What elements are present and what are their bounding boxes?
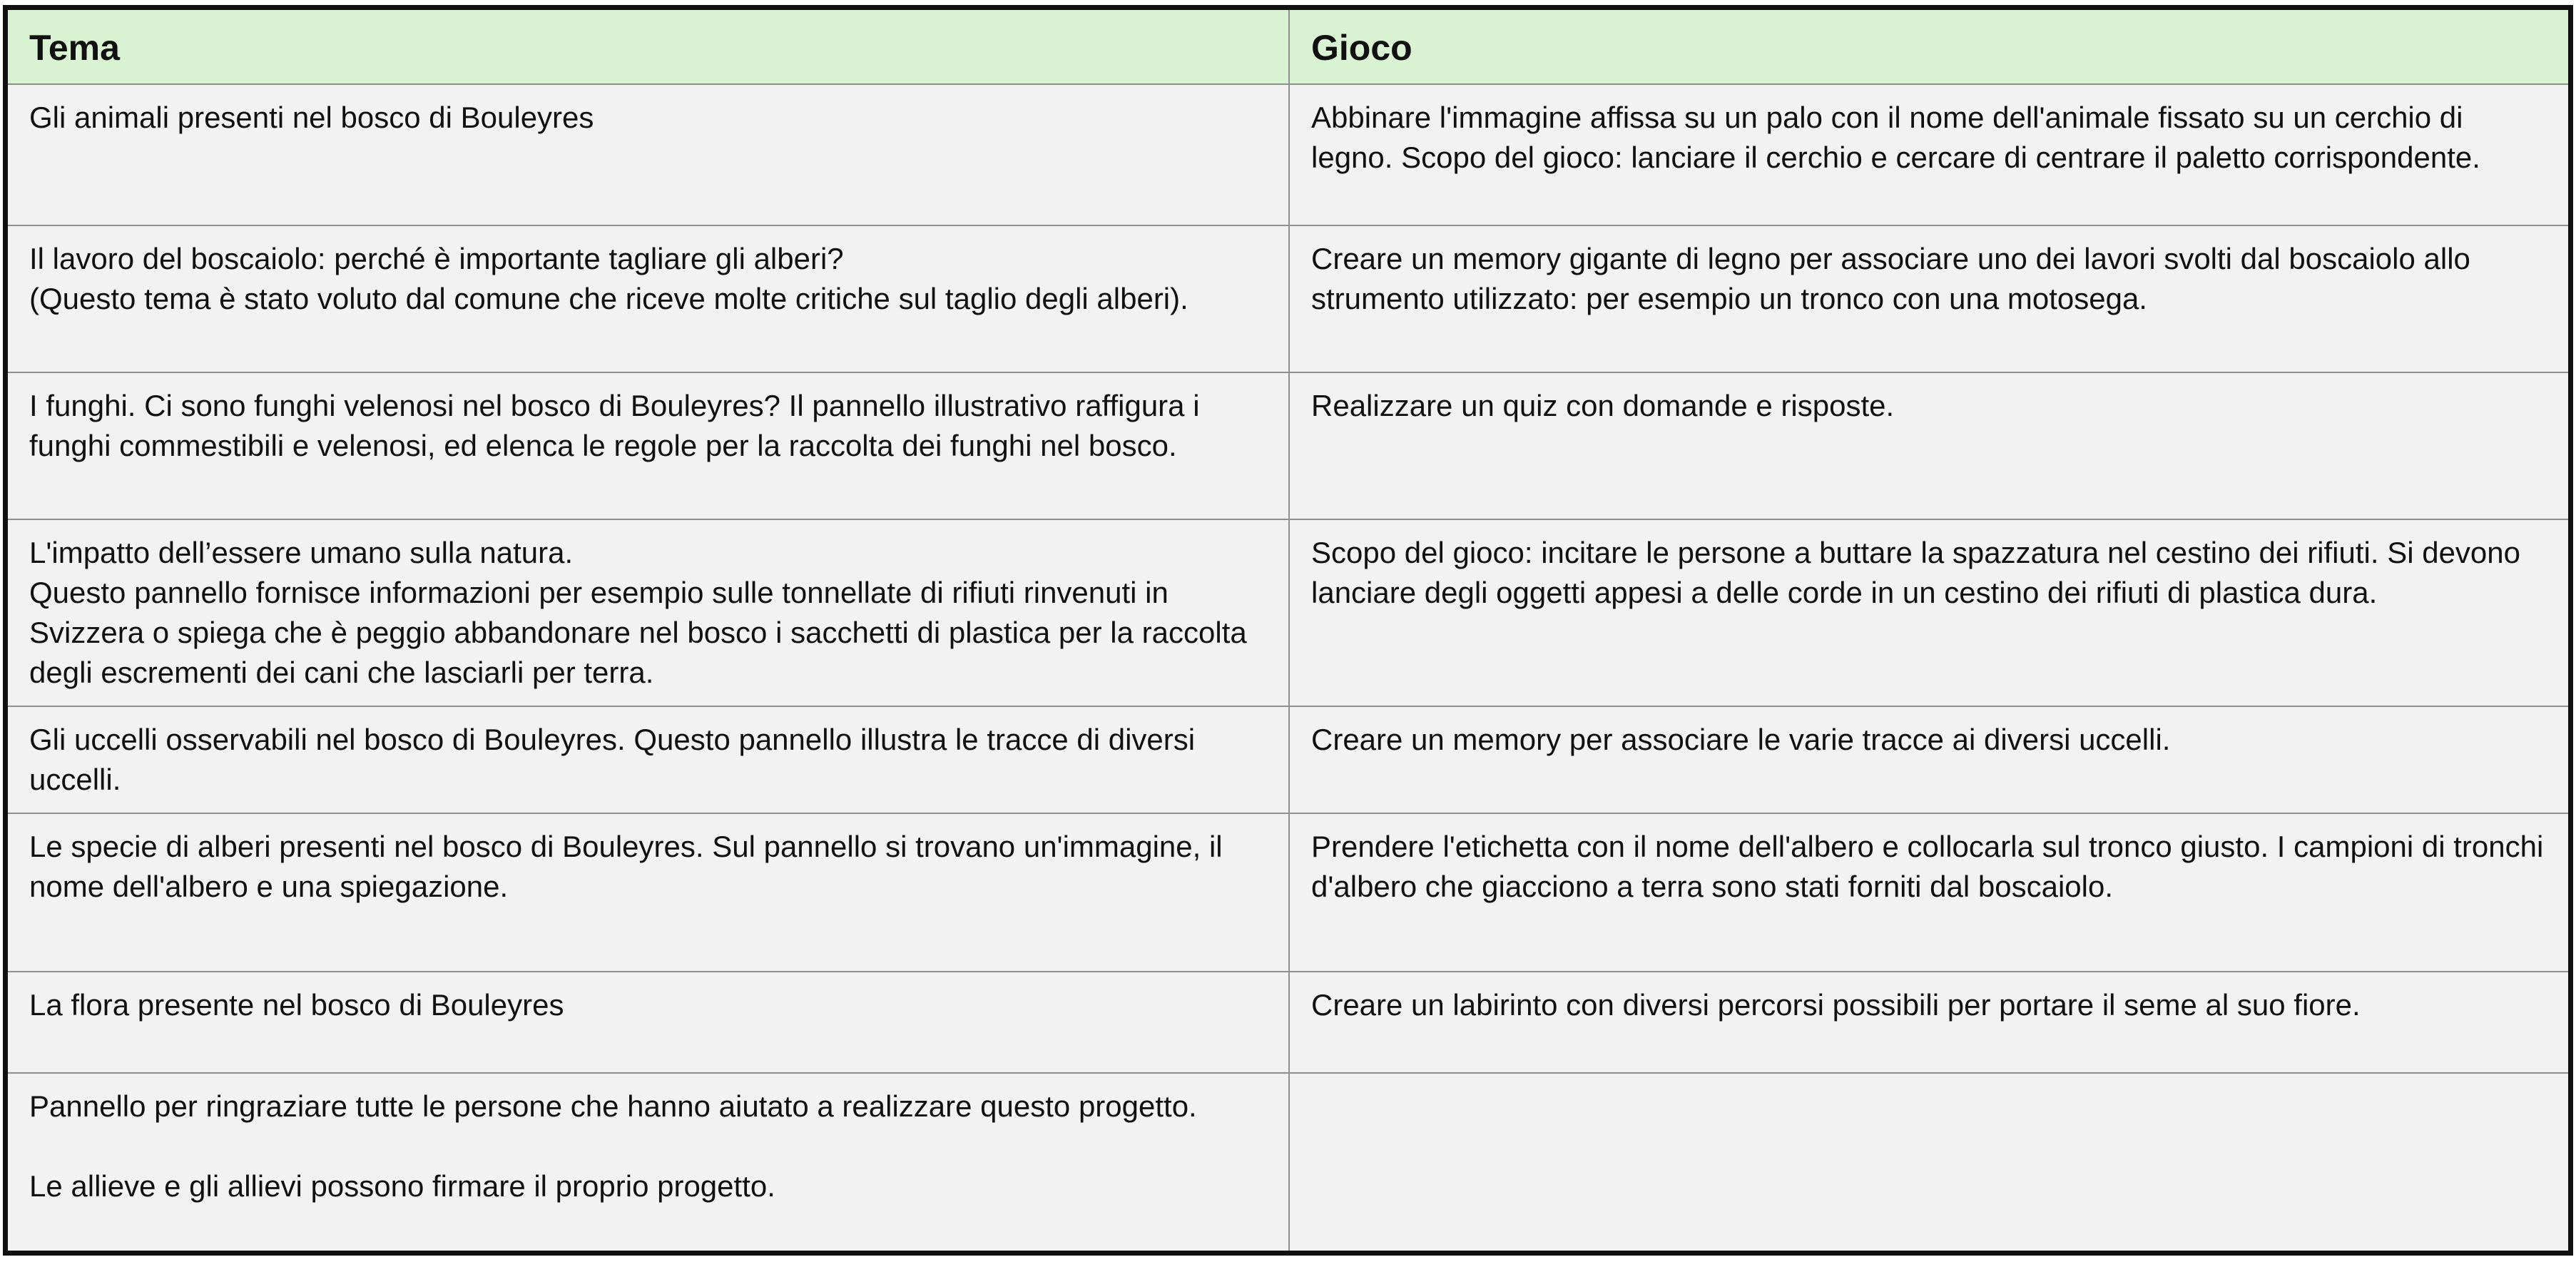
cell-tema: La flora presente nel bosco di Bouleyres	[8, 972, 1289, 1073]
table-header-row	[8, 10, 2568, 84]
cell-tema: Gli animali presenti nel bosco di Bouleyres	[8, 84, 1289, 225]
table-row	[8, 972, 2568, 1073]
table-row	[8, 813, 2568, 972]
themes-games-table	[8, 10, 2568, 1251]
cell-gioco: Creare un memory gigante di legno per associare uno dei lavori svolti dal boscaiolo allo strumento utilizzato: per esempio un tronco con una motosega.	[1289, 225, 2568, 372]
table-row	[8, 84, 2568, 225]
cell-gioco: Prendere l'etichetta con il nome dell'albero e collocarla sul tronco giusto. I campioni di tronchi d'albero che giacciono a terra sono stati forniti dal boscaiolo.	[1289, 813, 2568, 972]
table-row	[8, 372, 2568, 519]
table-row	[8, 706, 2568, 813]
cell-tema: I funghi. Ci sono funghi velenosi nel bosco di Bouleyres? Il pannello illustrativo raffigura i funghi commestibili e velenosi, ed elenca le regole per la raccolta dei funghi nel bosco.	[8, 372, 1289, 519]
table-row	[8, 1073, 2568, 1251]
header-gioco: Gioco	[1289, 10, 2568, 84]
table-row	[8, 225, 2568, 372]
cell-gioco	[1289, 1073, 2568, 1251]
cell-gioco: Creare un memory per associare le varie tracce ai diversi uccelli.	[1289, 706, 2568, 813]
cell-tema: L'impatto dell’essere umano sulla natura. Questo pannello fornisce informazioni per esempio sulle tonnellate di rifiuti rinvenuti in Svizzera o spiega che è peggio abbandonare nel bosco i sacchetti di plastica per la raccolta degli escrementi dei cani che lasciarli per terra.	[8, 519, 1289, 706]
cell-tema: Il lavoro del boscaiolo: perché è importante tagliare gli alberi? (Questo tema è stato voluto dal comune che riceve molte critiche sul taglio degli alberi).	[8, 225, 1289, 372]
header-tema: Tema	[8, 10, 1289, 84]
table-row	[8, 519, 2568, 706]
cell-tema: Gli uccelli osservabili nel bosco di Bouleyres. Questo pannello illustra le tracce di diversi uccelli.	[8, 706, 1289, 813]
cell-tema: Pannello per ringraziare tutte le persone che hanno aiutato a realizzare questo progetto. Le allieve e gli allievi possono firmare il proprio progetto.	[8, 1073, 1289, 1251]
cell-tema: Le specie di alberi presenti nel bosco di Bouleyres. Sul pannello si trovano un'immagine, il nome dell'albero e una spiegazione.	[8, 813, 1289, 972]
themes-games-table-frame	[3, 5, 2573, 1256]
cell-gioco: Scopo del gioco: incitare le persone a buttare la spazzatura nel cestino dei rifiuti. Si devono lanciare degli oggetti appesi a delle corde in un cestino dei rifiuti di plastica dura.	[1289, 519, 2568, 706]
cell-gioco: Realizzare un quiz con domande e risposte.	[1289, 372, 2568, 519]
cell-gioco: Creare un labirinto con diversi percorsi possibili per portare il seme al suo fiore.	[1289, 972, 2568, 1073]
cell-gioco: Abbinare l'immagine affissa su un palo con il nome dell'animale fissato su un cerchio di legno. Scopo del gioco: lanciare il cerchio e cercare di centrare il paletto corrispondente.	[1289, 84, 2568, 225]
